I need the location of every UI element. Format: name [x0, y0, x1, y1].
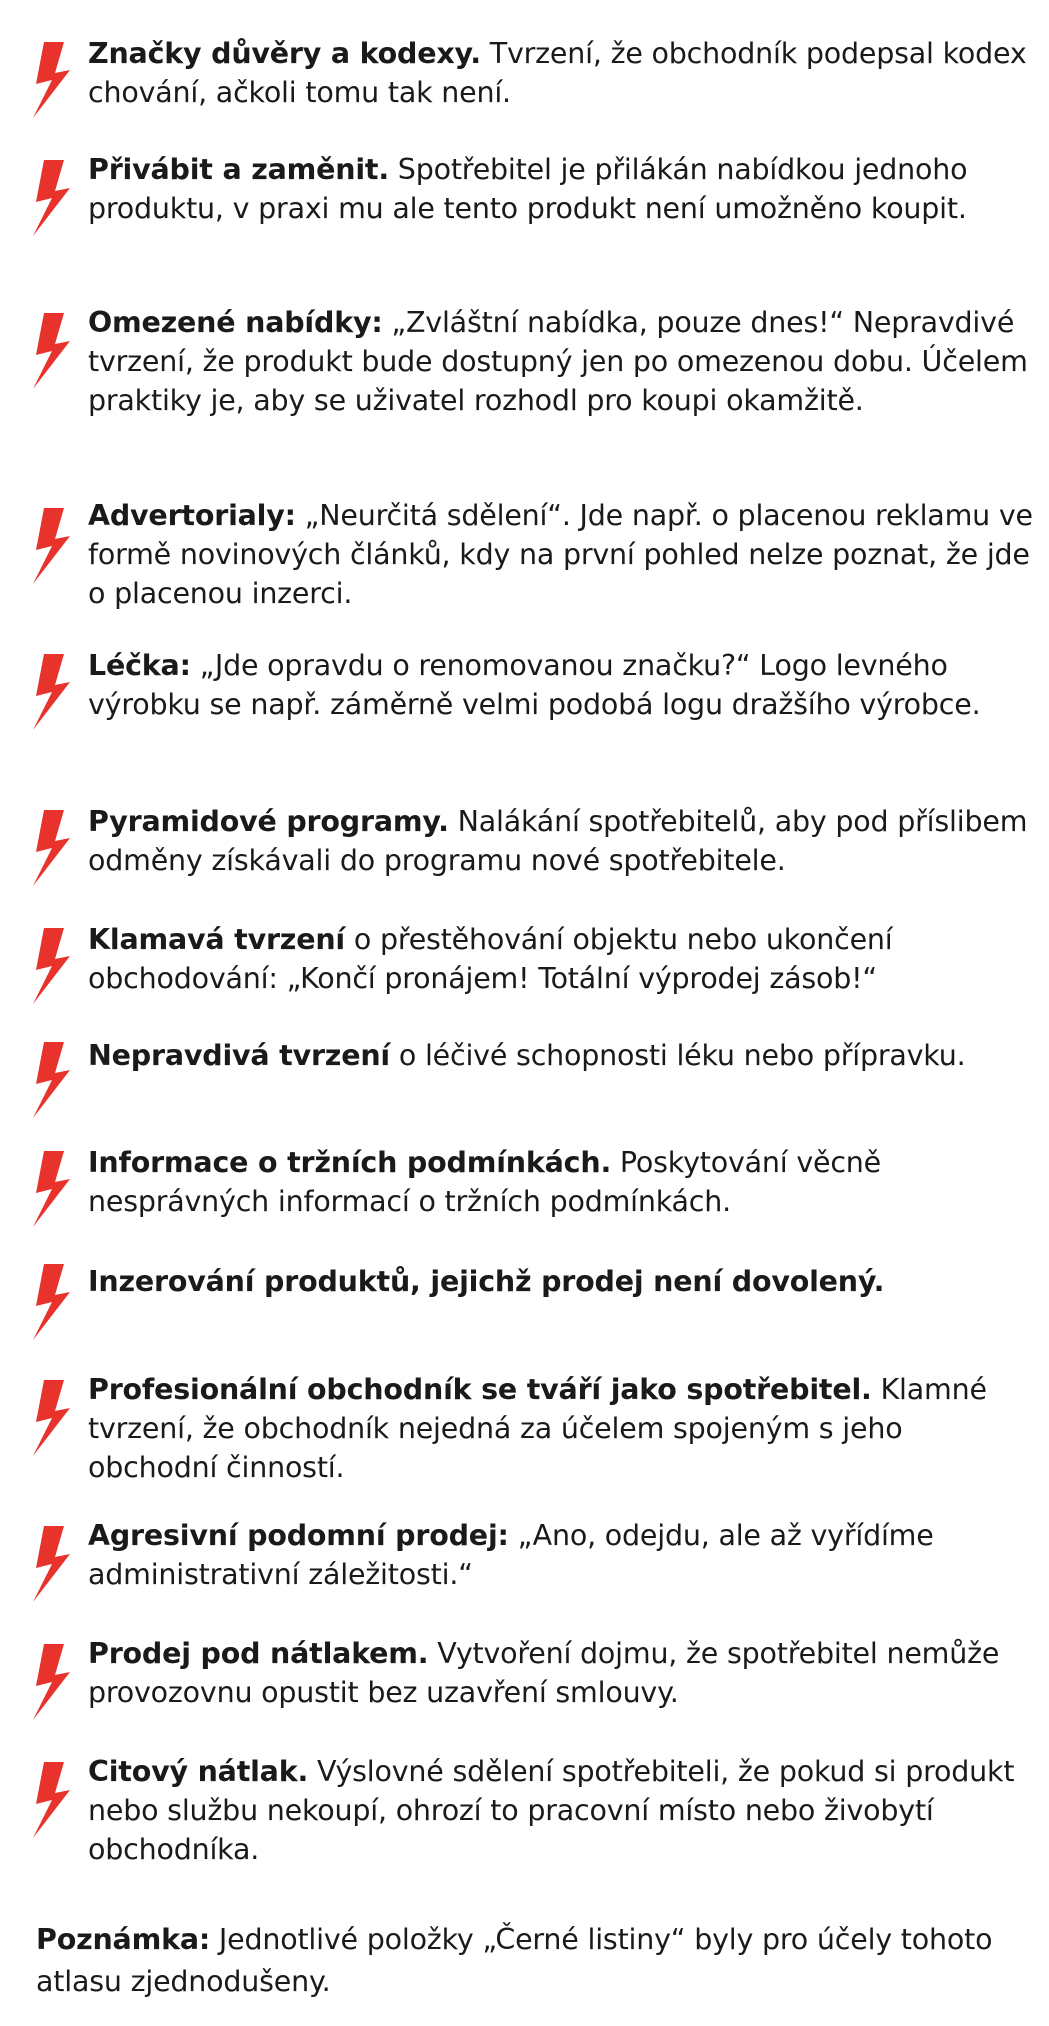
item-term: Léčka:: [88, 649, 191, 682]
lightning-bolt-icon: [30, 311, 78, 391]
item-term: Klamavá tvrzení: [88, 923, 345, 956]
item-description: „Neurčitá sdělení“. Jde např. o placenou reklamu ve formě novinových článků, kdy na první pohled nelze poznat, že jde o placenou inzerci.: [88, 499, 1033, 610]
lightning-bolt-icon: [30, 506, 78, 586]
item-description: Spotřebitel je přilákán nabídkou jednoho produktu, v praxi mu ale tento produkt není umožněno koupit.: [88, 153, 968, 225]
footnote: [36, 1919, 1036, 2003]
item-term: Citový nátlak.: [88, 1755, 309, 1788]
lightning-bolt-icon: [30, 1760, 78, 1840]
item-description: Vytvoření dojmu, že spotřebitel nemůže provozovnu opustit bez uzavření smlouvy.: [88, 1637, 1000, 1709]
item-term: Značky důvěry a kodexy.: [88, 37, 481, 70]
lightning-bolt-icon: [30, 1262, 78, 1342]
item-description: o přestěhování objektu nebo ukončení obchodování: „Končí pronájem! Totální výprodej zásob!“: [88, 923, 893, 995]
lightning-bolt-icon: [30, 1149, 78, 1229]
item-description: o léčivé schopnosti léku nebo přípravku.: [389, 1039, 966, 1072]
item-term: Pyramidové programy.: [88, 805, 449, 838]
item-description: „Jde opravdu o renomovanou značku?“ Logo levného výrobku se např. záměrně velmi podobá logu dražšího výrobce.: [88, 649, 981, 721]
lightning-bolt-icon: [30, 1524, 78, 1604]
item-term: Omezené nabídky:: [88, 306, 383, 339]
lightning-bolt-icon: [30, 158, 78, 238]
item-description: „Zvláštní nabídka, pouze dnes!“ Nepravdivé tvrzení, že produkt bude dostupný jen po omezenou dobu. Účelem praktiky je, aby se uživatel rozhodl pro koupi okamžitě.: [88, 306, 1028, 417]
lightning-bolt-icon: [30, 808, 78, 888]
lightning-bolt-icon: [30, 40, 78, 120]
item-description: Nalákání spotřebitelů, aby pod příslibem odměny získávali do programu nové spotřebitele.: [88, 805, 1028, 877]
item-term: Nepravdivá tvrzení: [88, 1039, 390, 1072]
item-term: Prodej pod nátlakem.: [88, 1637, 429, 1670]
item-description: Klamné tvrzení, že obchodník nejedná za účelem spojeným s jeho obchodní činností.: [88, 1373, 987, 1484]
item-description: Výslovné sdělení spotřebiteli, že pokud si produkt nebo službu nekoupí, ohrozí to pracovní místo nebo živobytí obchodníka.: [88, 1755, 1015, 1866]
lightning-bolt-icon: [30, 1378, 78, 1458]
item-description: Poskytování věcně nesprávných informací o tržních podmínkách.: [88, 1146, 881, 1218]
item-term: Inzerování produktů, jejichž prodej není dovolený.: [88, 1265, 885, 1298]
item-description: Tvrzení, že obchodník podepsal kodex chování, ačkoli tomu tak není.: [88, 37, 1027, 109]
item-term: Profesionální obchodník se tváří jako spotřebitel.: [88, 1373, 872, 1406]
item-term: Agresivní podomní prodej:: [88, 1519, 509, 1552]
note-label: Poznámka:: [36, 1923, 211, 1956]
lightning-bolt-icon: [30, 652, 78, 732]
item-term: Přivábit a zaměnit.: [88, 153, 389, 186]
lightning-bolt-icon: [30, 1040, 78, 1120]
item-description: „Ano, odejdu, ale až vyřídíme administrativní záležitosti.“: [88, 1519, 934, 1591]
item-term: Informace o tržních podmínkách.: [88, 1146, 612, 1179]
lightning-bolt-icon: [30, 1642, 78, 1722]
lightning-bolt-icon: [30, 926, 78, 1006]
item-term: Advertorialy:: [88, 499, 296, 532]
note-text: Jednotlivé položky „Černé listiny“ byly pro účely tohoto atlasu zjednodušeny.: [36, 1923, 993, 1998]
